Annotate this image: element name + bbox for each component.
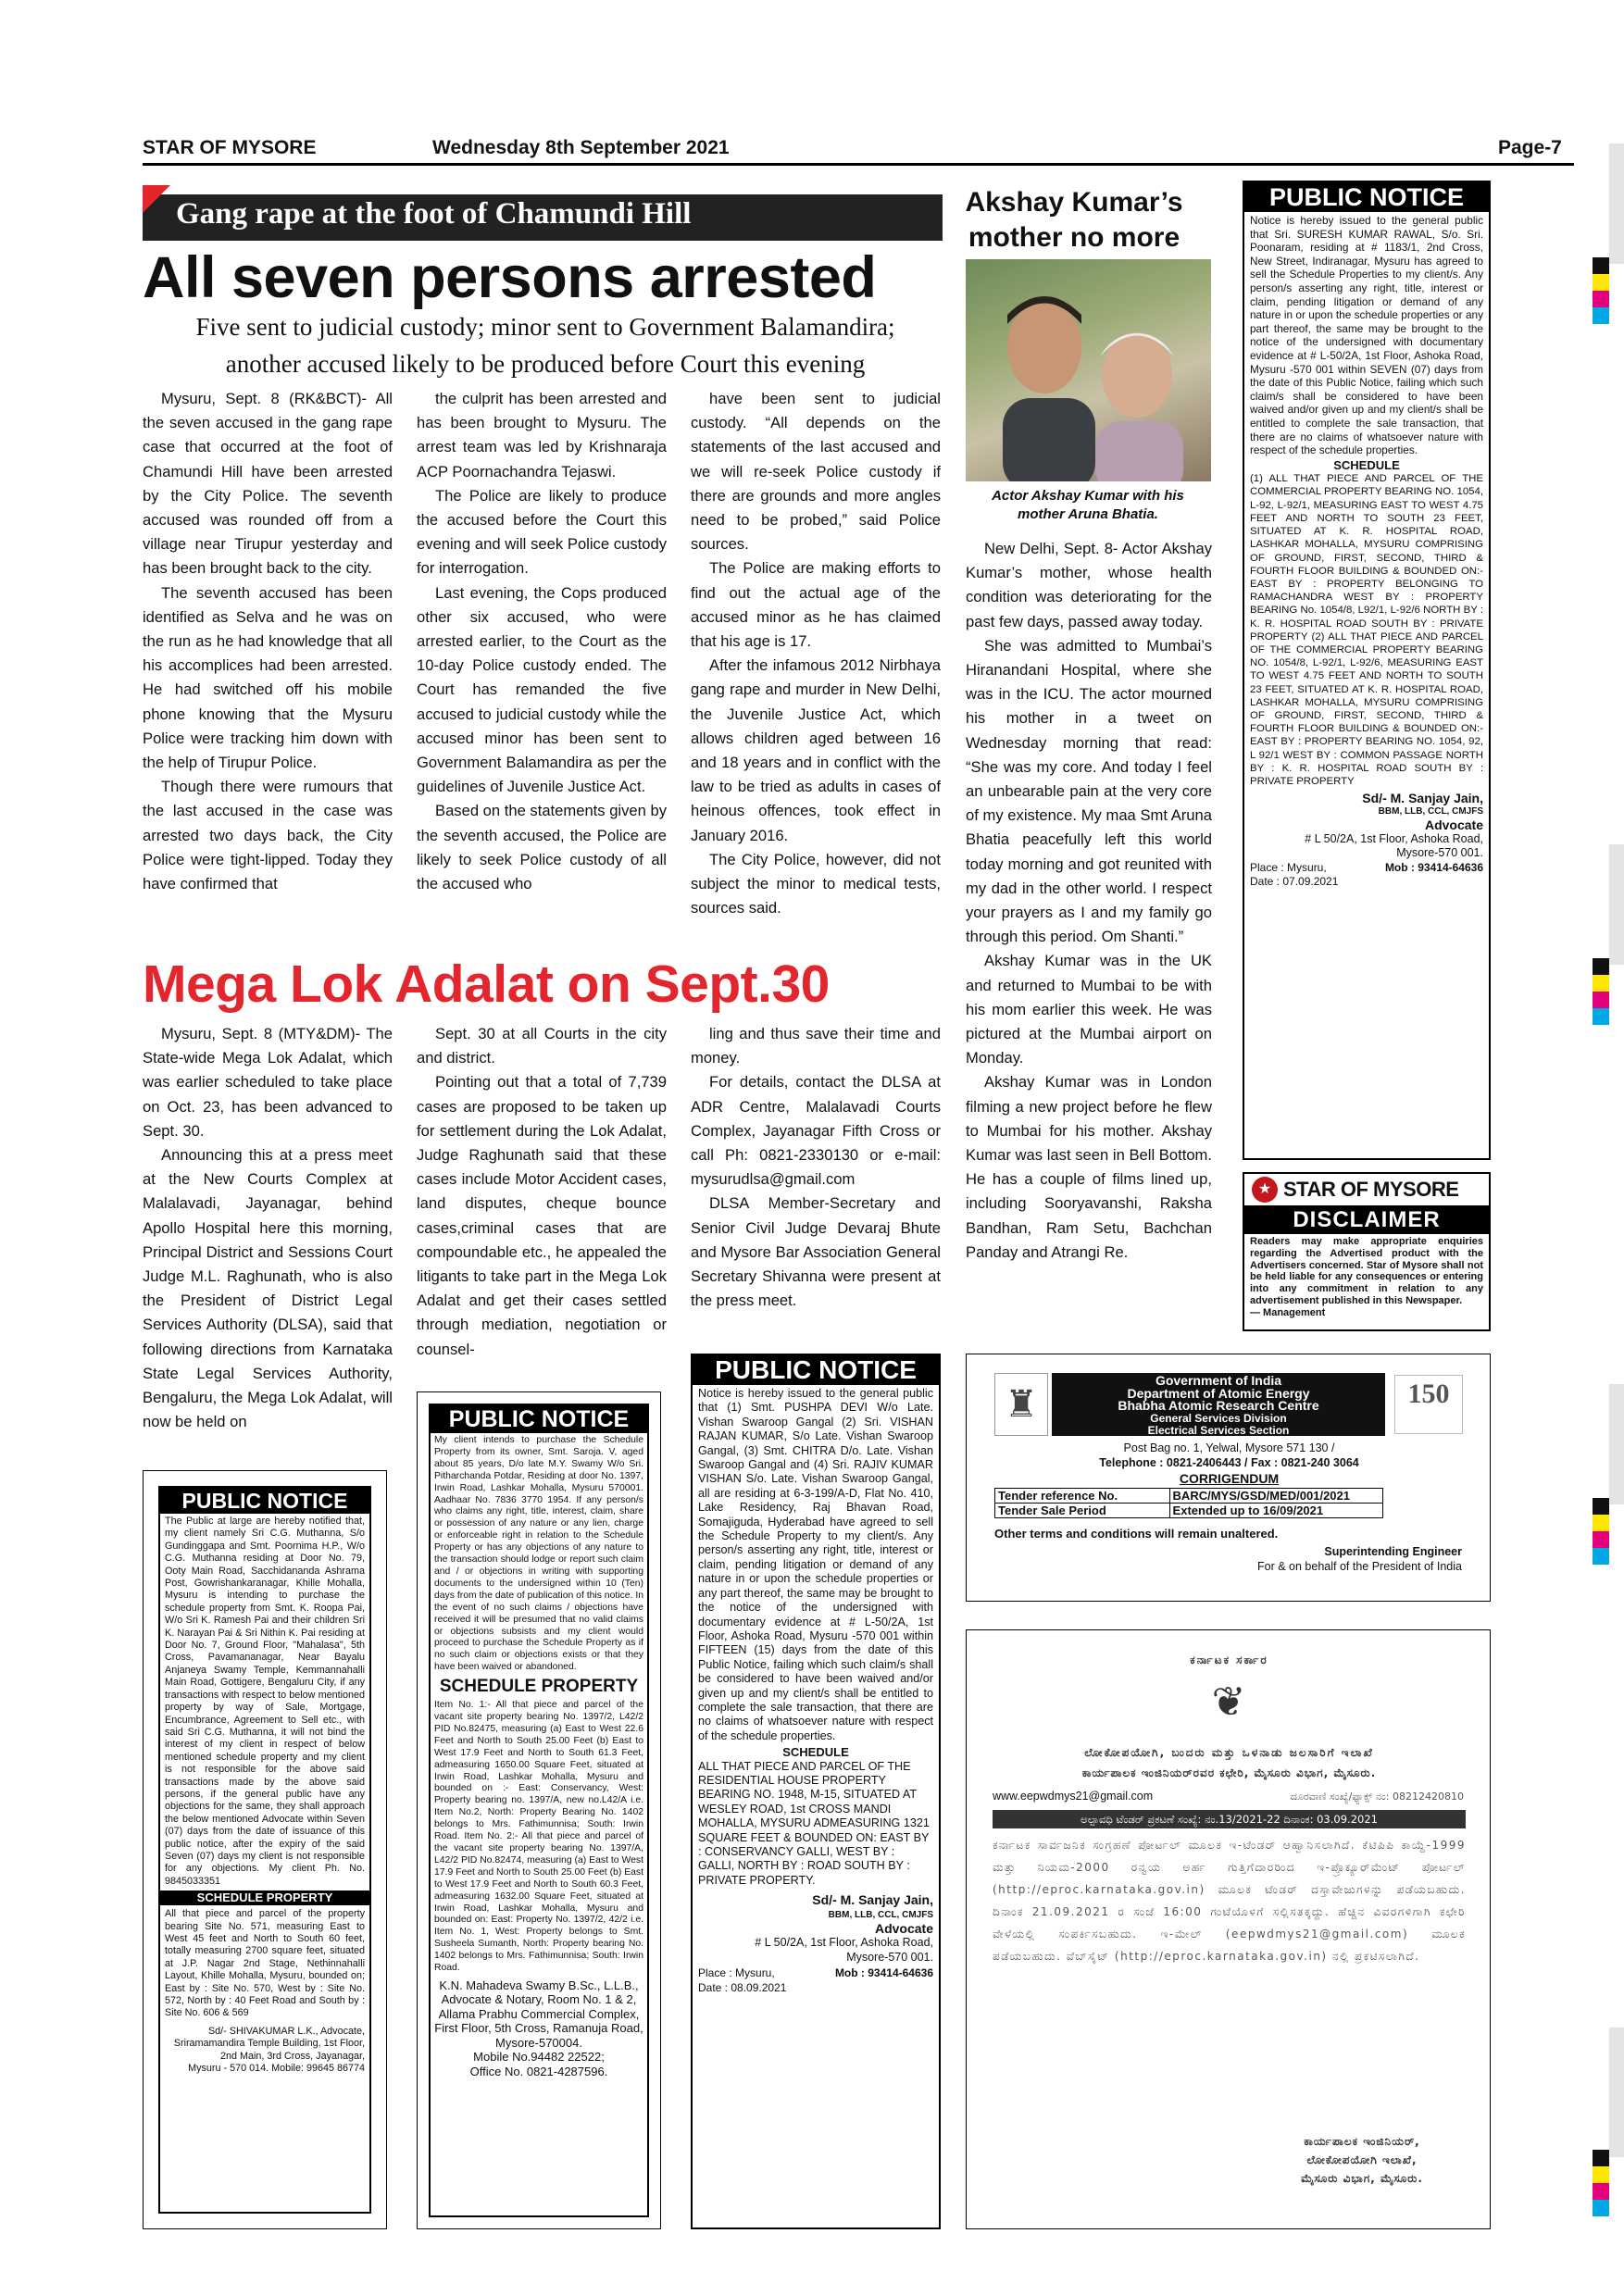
public-notice-right (1243, 181, 1491, 1160)
register-magenta (1593, 1531, 1609, 1548)
notice-title: PUBLIC NOTICE (693, 1355, 939, 1385)
notice-sign: Sd/- M. Sanjay Jain, (812, 1892, 933, 1908)
barc-corrigendum: CORRIGENDUM (1179, 1471, 1280, 1486)
notice-date: Date : 08.09.2021 (698, 1980, 787, 1994)
notice-quals: BBM, LLB, CCL, CMJFS (1378, 805, 1483, 817)
kannada-sign: ಕಾರ್ಯಪಾಲಕ ಇಂಜಿನಿಯರ್, (1304, 2135, 1420, 2148)
notice-addr: Allama Prabhu Commercial Complex, (438, 2006, 640, 2021)
akshay-para: New Delhi, Sept. 8- Actor Akshay Kumar’s mother, whose health condition was deteriorating for the past few days, passed away today. (966, 540, 1212, 630)
barc-sign: Superintending Engineer (1324, 1545, 1462, 1558)
adalat-column-1 (143, 1022, 393, 1446)
notice-mob: Mob : 93414-64636 (1384, 861, 1483, 875)
register-black (1593, 958, 1609, 975)
notice-schedule: ALL THAT PIECE AND PARCEL OF THE RESIDENTIAL HOUSE PROPERTY BEARING NO. 1948, M-15, SITUATED AT WESLEY ROAD, 1st CROSS MANDI MOHALLA, MYSURU ADMEASURING 1321 SQUARE FEET & BOUNDED ON: EAST BY : CONSERVANCY GALLI, WEST BY : GALLI, NORTH BY : ROAD SOUTH BY : PRIVATE PROPERTY. (698, 1759, 930, 1887)
lead-headline: All seven persons arrested (143, 245, 877, 310)
disclaimer-body: Readers may make appropriate enquiries regarding the Advertised product with the Advertisers concerned. Star of Mysore shall not be held liable for any consequences or entering into any commitment in relation to any advertisement published in this Newspaper. (1250, 1236, 1483, 1306)
lead-col1-para: The seventh accused has been identified as Selva and he was on the run as he had knowledge that all his accomplices had been arrested. He had switched off his mobile phone knowing that the Mysuru Police were tracking him down with the help of Tirupur Police. (143, 583, 393, 772)
barc-line3: Bhabha Atomic Research Centre (1118, 1398, 1319, 1413)
kannada-phone: ದೂರವಾಣಿ ಸಂಖ್ಯೆ/ಫ್ಯಾಕ್ಸ್ ನಂ: 08212420810 (1290, 1791, 1464, 1803)
notice-schedule-title: SCHEDULE (782, 1745, 849, 1760)
notice-addr: # L 50/2A, 1st Floor, Ashoka Road, (755, 1936, 933, 1950)
kannada-email: www.eepwdmys21@gmail.com (993, 1790, 1154, 1803)
barc-ad (966, 1354, 1491, 1602)
notice-body: My client intends to purchase the Schedule Property from its owner, Smt. Saroja. V, aged about 85 years, D/o late M.Y. Swamy W/o Sri. Pitharchanda Potdar, Residing at door No. 1397, Irwin Road, Lashkar Mohalla, Mysuru 570001. Aadhaar No. 7836 3770 1954. If any person/s who claims any right, title, interest, claim, share or possession of any nature or any lien, charge or enforceable right in relation to the Schedule Property or has any objections of any nature to the transaction should lodge or report such claim and / or objections in writing with supporting documents to the undersigned within 10 (Ten) days from the date of publication of this notice. In the event of no such claims / objections have received it will be presumed that no valid claims or objections subsists and my client would proceed to purchase the Schedule Property as if no such claim or objections exists or that they have been waived or abandoned. (434, 1435, 643, 1673)
register-yellow (1593, 975, 1609, 992)
adalat-col2-para: Sept. 30 at all Courts in the city and district. (417, 1025, 667, 1067)
table-row (995, 1504, 1383, 1518)
kannada-sign: ಮೈಸೂರು ವಿಭಾಗ, ಮೈಸೂರು. (1301, 2172, 1423, 2185)
akshay-photo-caption: Actor Akshay Kumar with his mother Aruna Bhatia. (992, 488, 1184, 522)
adalat-col1-para: Announcing this at a press meet at the New Courts Complex at Malalavadi, Jayanagar, behind Apollo Hospital here this morning, Principal District and Sessions Court Judge M.L. Raghunath, who is also the President of District Legal Services Authority (DLSA), said that following directions from Karnataka State Legal Services Authority, Bengaluru, the Mega Lok Adalat, will now be held on (143, 1146, 393, 1431)
lead-col2-para: Based on the statements given by the seventh accused, the Police are likely to seek Police custody of all the accused who (417, 802, 667, 893)
kannada-office: ಕಾರ್ಯಪಾಲಕ ಇಂಜಿನಿಯರ್‌ರವರ ಕಛೇರಿ, ಮೈಸೂರು ವಿಭಾಗ, ಮೈಸೂರು. (1081, 1766, 1377, 1779)
header-page-number: Page-7 (1498, 137, 1562, 158)
notice-mob: Mob : 93414-64636 (834, 1966, 933, 1980)
register-yellow (1593, 2166, 1609, 2183)
notice-place: Place : Mysuru, (1250, 861, 1327, 875)
notice-addr: Mysuru - 570 014. Mobile: 99645 86774 (188, 2063, 365, 2075)
register-black (1593, 2150, 1609, 2166)
notice-place: Place : Mysuru, (698, 1966, 775, 1980)
register-yellow (1593, 1515, 1609, 1531)
public-notice-a (143, 1470, 387, 2229)
register-magenta (1593, 992, 1609, 1008)
lead-col2-para: The Police are likely to produce the accused before the Court this evening and will seek Police custody for interrogation. (417, 486, 667, 578)
lead-col3-para: The City Police, however, did not subject the minor to medical tests, sources said. (691, 850, 941, 917)
akshay-para: Akshay Kumar was in the UK and returned to Mumbai to be with his mom earlier this week. He was pictured at the Mumbai airport on Monday. (966, 952, 1212, 1067)
notice-schedule: Item No. 1:- All that piece and parcel of the vacant site property bearing No. 1397/2, L42/2 PID No.82475, measuring (a) East to West 22.6 Feet and North to South 25.00 Feet (b) East to West 17.9 Feet and North to South 61.3 Feet, admeasuring 1650.00 Square Feet, situated at Irwin Road, Lashkar Mohalla, Mysuru and bounded on :- East: Conservancy, West: Property bearing no. 1397/A, new no.L42/A i.e. Item No.2, North: Property Bearing No. 1402 belongs to Mrs. Fathimunnisa; South: Irwin Road. Item No. 2:- All that piece and parcel of the vacant site property bearing No. 1397/A, L42/2 PID No.82474, measuring (a) East to West 17.9 Feet and North to South 25.00 Feet (b) East to West 17.9 Feet and North to South 60.3 Feet, admeasuring 1632.00 Square Feet, situated at Irwin Road, Lashkar Mohalla, Mysuru and bounded on: East: Property No. 1397/2, 42/2 i.e. Item No. 1, West: Property belongs to Smt. Susheela Sumanth, North: Property bearing No. 1402 belongs to Mrs. Fathimunnisa; South: Irwin Road. (434, 1700, 643, 1974)
lead-column-1 (143, 387, 393, 952)
notice-schedule-title: SCHEDULE (1333, 457, 1400, 472)
disclaimer-title: DISCLAIMER (1244, 1206, 1489, 1234)
table-cell: Tender reference No. (995, 1489, 1170, 1504)
margin-bar (1609, 1384, 1624, 1504)
notice-sign: K.N. Mahadeva Swamy B.Sc., L.L.B., (439, 1978, 639, 1992)
notice-title: PUBLIC NOTICE (431, 1405, 647, 1433)
notice-schedule: All that piece and parcel of the property bearing Site No. 571, measuring East to West 45 feet and North to South 60 feet, totally measuring 2700 square feet, situated at J.P. Nagar 2nd Stage, Nethinnahalli Layout, Khille Mohalla, Mysuru, bounded on; East by : Site No. 570, West by : Site No. 572, North by : 40 Feet Road and South by : Site No. 606 & 569 (165, 1908, 365, 2019)
adalat-col2-para: Pointing out that a total of 7,739 cases are proposed to be taken up for settlement during the Lok Adalat, Judge Raghunath said that these cases include Motor Accident cases, land disputes, cheque bounce cases,criminal cases that are compoundable etc., he appealed the litigants to take part in the Mega Lok Adalat and get their cases settled through mediation, negotiation or counsel- (417, 1073, 667, 1358)
barc-line2: Department of Atomic Energy (1127, 1385, 1310, 1401)
barc-line5: Electrical Services Section (1147, 1424, 1290, 1437)
margin-bar (1609, 144, 1624, 264)
table-row (995, 1489, 1383, 1504)
kannada-tender-ad (966, 1629, 1491, 2229)
register-black (1593, 1498, 1609, 1515)
karnataka-emblem-icon: ❦ (1211, 1679, 1246, 1725)
notice-schedule-title: SCHEDULE PROPERTY (439, 1677, 639, 1697)
notice-title: PUBLIC NOTICE (1244, 182, 1489, 212)
header-paper-name: STAR OF MYSORE (143, 137, 317, 158)
lead-column-3 (691, 387, 941, 952)
lead-deck-line1: Five sent to judicial custody; minor sent to Government Balamandira; (195, 313, 895, 341)
margin-bar (1609, 844, 1624, 965)
margin-bar (1609, 2028, 1624, 2157)
register-black (1593, 257, 1609, 274)
adalat-column-3 (691, 1022, 941, 1341)
header-rule (143, 163, 1574, 166)
barc-table (994, 1488, 1383, 1518)
lead-deck-line2: another accused likely to be produced before Court this evening (225, 350, 866, 378)
adalat-col3-para: For details, contact the DLSA at ADR Centre, Malalavadi Courts Complex, Jayanagar Fifth Cross or call Ph: 0821-2330130 or e-mail: mysurudlsa@gmail.com (691, 1073, 941, 1189)
header-date: Wednesday 8th September 2021 (432, 137, 730, 158)
akshay-body (966, 537, 1212, 1333)
kannada-body: ಕರ್ನಾಟಕ ಸಾರ್ವಜನಿಕ ಸಂಗ್ರಹಣೆ ಪೋರ್ಟಲ್ ಮೂಲಕ ಇ-ಟೆಂಡರ್ ಆಹ್ವಾನಿಸಲಾಗಿದೆ. ಕೆಟಿಪಿಪಿ ಕಾಯ್ದೆ-1999 ಮತ್ತು ನಿಯಮ-2000 ರನ್ವಯ ಅರ್ಹ ಗುತ್ತಿಗೆದಾರರಿಂದ ಇ-ಪ್ರೊಕ್ಯೂರ್‌ಮೆಂಟ್ ಪೋರ್ಟಲ್ (http://eproc.karnataka.gov.in) ಮೂಲಕ ಟೆಂಡರ್ ದಸ್ತಾವೇಜುಗಳನ್ನು ಪಡೆಯಬಹುದು. ದಿನಾಂಕ 21.09.2021 ರ ಸಂಜೆ 16:00 ಗಂಟೆಯೊಳಗೆ ಸಲ್ಲಿಸತಕ್ಕದ್ದು. ಹೆಚ್ಚಿನ ವಿವರಗಳಿಗಾಗಿ ಕಛೇರಿ ವೇಳೆಯಲ್ಲಿ ಸಂಪರ್ಕಿಸಬಹುದು. ಇ-ಮೇಲ್ (eepwdmys21@gmail.com) ಮೂಲಕ ಪಡೆಯಬಹುದು. ವೆಬ್‌ಸೈಟ್ (http://eproc.karnataka.gov.in) ನಲ್ಲಿ ಪ್ರಕಟಿಸಲಾಗಿದೆ. (993, 1839, 1466, 1963)
barc-address: Post Bag no. 1, Yelwal, Mysore 571 130 / (1123, 1441, 1335, 1454)
kicker-text: Gang rape at the foot of Chamundi Hill (176, 197, 692, 231)
register-magenta (1593, 2183, 1609, 2200)
register-magenta (1593, 291, 1609, 307)
barc-for: For & on behalf of the President of India (1257, 1560, 1462, 1573)
akshay-para: Akshay Kumar was in London filming a new project before he flew to Mumbai for his mother. Akshay Kumar was last seen in Bell Bottom. He has a couple of films lined up, including Sooryavanshi, Raksha Bandhan, Ram Setu, Bachchan Panday and Atrangi Re. (966, 1073, 1212, 1261)
notice-addr: # L 50/2A, 1st Floor, Ashoka Road, (1305, 831, 1483, 845)
notice-quals: BBM, LLB, CCL, CMJFS (828, 1909, 933, 1920)
register-cyan (1593, 1008, 1609, 1025)
adalat-column-2 (417, 1022, 667, 1383)
disclaimer-sign: — Management (1250, 1306, 1326, 1318)
notice-date: Date : 07.09.2021 (1250, 874, 1339, 888)
barc-line4: General Services Division (1150, 1411, 1287, 1425)
adalat-col3-para: DLSA Member-Secretary and Senior Civil Judge Devaraj Bhute and Mysore Bar Association General Secretary Shivanna were present at the press meet. (691, 1194, 941, 1310)
notice-body: The Public at large are hereby notified that, my client namely Sri C.G. Muthanna, S/o Gundinggapa and Smt. Poornima H.P., W/o C.G. Muthanna residing at Door No. 79, Ooty Main Road, Sacchidananda Ashrama Post, Gowrishankaranagar, Khille Mohalla, Mysuru is intending to purchase the schedule property from Smt. K. Roopa Pai, W/o Sri K. Ramesh Pai and their children Sri K. Narayan Pai & Sri Nithin K. Pai residing at Door No. 7, Ground Floor, "Mahalasa", 5th Cross, Pavamananagar, Near Bayalu Anjaneya Swamy Temple, Kemmannahalli Main Road, Gottigere, Bengaluru City, if any transactions with respect to below mentioned property by way of Sale, Mortgage, Encumbrance, Agreement to Sell etc., with said Sri C.G. Muthanna, it will not bind the interest of my client in respect of below mentioned schedule property and my client is not responsible for the above said transactions made by the above said persons, if the general public have any objections for the same, they shall approach the below mentioned Advocate within Seven (07) days from the date of issuance of this public notice, after the expiry of the said Seven (07) days my client is not responsible for any objections. My client Ph. No. 9845033351 (165, 1516, 365, 1887)
notice-role: Advocate (874, 1921, 933, 1937)
notice-sign: Sd/- SHIVAKUMAR L.K., Advocate, (207, 2025, 365, 2037)
register-cyan (1593, 307, 1609, 324)
kannada-sign: ಲೋಕೋಪಯೋಗಿ ಇಲಾಖೆ, (1306, 2153, 1418, 2166)
register-cyan (1593, 2200, 1609, 2216)
adalat-headline: Mega Lok Adalat on Sept.30 (143, 955, 830, 1014)
lead-col3-para: After the infamous 2012 Nirbhaya gang rape and murder in New Delhi, the Juvenile Justice Act, which allows children aged between 16 and 18 years and in conflict with the law to be tried as adults in cases of heinous offences, took effect in January 2016. (691, 656, 941, 844)
notice-addr: Office No. 0821-4287596. (469, 2064, 608, 2078)
star-of-mysore-logo-icon: ★ (1252, 1177, 1278, 1203)
barc-line1: Government of India (1155, 1373, 1282, 1388)
lead-col3-para: have been sent to judicial custody. “All depends on the statements of the last accused and we will re-seek Police custody if there are grounds and more angles need to be probed,” said Police sources. (691, 390, 941, 554)
notice-schedule-title: SCHEDULE PROPERTY (160, 1890, 369, 1905)
notice-title: PUBLIC NOTICE (160, 1488, 369, 1514)
akshay-para: She was admitted to Mumbai’s Hiranandani Hospital, where she was in the ICU. The actor mourned his mother in a tweet on Wednesday morning that read: “She was my core. And today I feel an unbearable pain at the very core of my existence. My maa Smt Aruna Bhatia peacefully left this world today morning and got reunited with my dad in the other world. I respect your prayers as I and my family go through this period. Om Shanti.” (966, 636, 1212, 946)
table-cell: BARC/MYS/GSD/MED/001/2021 (1169, 1489, 1382, 1504)
notice-sign: Sd/- M. Sanjay Jain, (1362, 791, 1483, 806)
adalat-col3-para: ling and thus save their time and money. (691, 1025, 941, 1067)
public-notice-b (417, 1391, 661, 2229)
lead-col1-para: Mysuru, Sept. 8 (RK&BCT)- All the seven accused in the gang rape case that occurred at the foot of Chamundi Hill have been arrested by the City Police. The seventh accused was rounded off from a village near Tirupur yesterday and has been brought back to the city. (143, 390, 393, 578)
emblem-icon: ♜ (994, 1373, 1048, 1436)
barc-other: Other terms and conditions will remain unaltered. (994, 1527, 1279, 1541)
kannada-bar: ಅಲ್ಪಾವಧಿ ಟೆಂಡರ್ ಪ್ರಕಟಣೆ ಸಂಖ್ಯೆ: ನಂ.13/2021-22 ದಿನಾಂಕ: 03.09.2021 (993, 1810, 1466, 1828)
disclaimer-brand: STAR OF MYSORE (1283, 1178, 1459, 1201)
table-cell: Tender Sale Period (995, 1504, 1170, 1518)
lead-col1-para: Though there were rumours that the last accused in the case was arrested two days back, the City Police were tight-lipped. Today they have confirmed that (143, 778, 393, 893)
disclaimer-box (1243, 1172, 1491, 1331)
notice-addr: Mysore-570004. (495, 2035, 582, 2050)
akshay-headline: Akshay Kumar’s mother no more (965, 187, 1183, 253)
kannada-govt: ಕರ್ನಾಟಕ ಸರ್ಕಾರ (1190, 1653, 1268, 1666)
kicker-red-corner (143, 185, 170, 213)
notice-schedule: (1) ALL THAT PIECE AND PARCEL OF THE COMMERCIAL PROPERTY BEARING NO. 1054, L-92, L-92/1, MEASURING EAST TO WEST 4.75 FEET AND NORTH TO SOUTH 23 FEET, SITUATED AT K. R. HOSPITAL ROAD, LASHKAR MOHALLA, MYSURU COMPRISING OF GROUND, FIRST, SECOND, THIRD & FOURTH FLOOR BUILDING & BOUNDED ON:- EAST BY : PROPERTY BELONGING TO RAMACHANDRA WEST BY : PROPERTY BEARING No. 1054/8, L92/1, L-92/6 NORTH BY : K. R. HOSPITAL ROAD SOUTH BY : PRIVATE PROPERTY (2) ALL THAT PIECE AND PARCEL OF THE COMMERCIAL PROPERTY BEARING NO. 1054/8, L-92/1, L-92/6, MEASURING EAST TO WEST 4.75 FEET AND NORTH TO SOUTH 23 FEET, SITUATED AT K. R. HOSPITAL ROAD, LASHKAR MOHALLA, MYSURU COMPRISING OF GROUND, FIRST, SECOND, THIRD & FOURTH FLOOR BUILDING & BOUNDED ON:- EAST BY : PROPERTY BEARING NO. 1054, 92, L 92/1 WEST BY : COMMON PASSAGE NORTH BY : K. R. HOSPITAL ROAD SOUTH BY : PRIVATE PROPERTY (1250, 473, 1483, 787)
public-notice-c (691, 1354, 941, 2229)
logo-number: 150 (1407, 1379, 1450, 1409)
barc-telephone: Telephone : 0821-2406443 / Fax : 0821-240 3064 (1099, 1456, 1359, 1469)
notice-addr: Mobile No.94482 22522; (473, 2050, 605, 2065)
lead-col2-para: Last evening, the Cops produced other six accused, who were arrested earlier, to the Court as the 10-day Police custody ended. The Court has remanded the five accused to judicial custody while the accused minor has been sent to Government Balamandira as per the guidelines of Juvenile Justice Act. (417, 583, 667, 796)
register-yellow (1593, 274, 1609, 291)
notice-role: Advocate (1424, 817, 1483, 833)
lead-col3-para: The Police are making efforts to find out the actual age of the accused minor as he has claimed that his age is 17. (691, 559, 941, 651)
table-cell: Extended up to 16/09/2021 (1169, 1504, 1382, 1518)
lead-col2-para: the culprit has been arrested and has been brought to Mysuru. The arrest team was led by Krishnaraja ACP Poornachandra Tejaswi. (417, 390, 667, 480)
notice-body: Notice is hereby issued to the general public that (1) Smt. PUSHPA DEVI W/o Late. Vishan Swaroop Gangal (2) Sri. VISHAN RAJAN KUMAR, S/o Late. Vishan Swaroop Gangal, (3) Smt. CHITRA D/o. Late. Vishan Swaroop Gangal and (4) Sri. RAJIV KUMAR VISHAN S/o. Late. Vishan Swaroop Gangal, all are residing at 6-3-199/A-D, Flat No. 410, Lake Residency, Raj Bhavan Road, Somajiguda, Hyderabad have agreed to sell the Schedule Property to my client/s. Any person/s asserting any right, title, interest or claim, pending litigation or demand of any nature in or upon the schedule properties or any part thereof, the same may be brought to the notice of the undersigned with documentary evidence at # L-50/2A, 1st Floor, Ashoka Road, Mysuru -570 001 within FIFTEEN (15) days from the date of this Public Notice, failing which such claim/s shall be considered to have been waived and/or given up and my client/s shall be entitled to complete the sale transaction, that there are no claims of whatsoever nature with respect of the schedule properties. (698, 1387, 933, 1742)
lead-column-2 (417, 387, 667, 952)
notice-sign: Advocate & Notary, Room No. 1 & 2, (441, 1992, 637, 2007)
celebration-logo-icon (1394, 1375, 1463, 1434)
notice-addr: 2nd Main, 3rd Cross, Jayanagar, (219, 2050, 365, 2062)
notice-body: Notice is hereby issued to the general public that Sri. SURESH KUMAR RAWAL, S/o. Sri. Poonaram, residing at # 1183/1, 2nd Cross, New Street, Indiranagar, Mysuru has agreed to sell the Schedule Properties to my client/s. Any person/s asserting any right, title, interest or claim, pending litigation or demand of any nature in or upon the schedule properties or any part thereof, the same may be brought to the notice of the undersigned with documentary evidence at # L-50/2A, 1st Floor, Ashoka Road, Mysuru -570 001 within SEVEN (07) days from the date of this Public Notice, failing which such claim/s shall be considered to have been waived and/or given up and my client/s shall be entitled to complete the sale transaction, that there are no claims of whatsoever nature with respect of the schedule properties. (1250, 214, 1483, 457)
photo-figures (966, 259, 1211, 481)
adalat-col1-para: Mysuru, Sept. 8 (MTY&DM)- The State-wide Mega Lok Adalat, which was earlier scheduled to take place on Oct. 23, has been advanced to Sept. 30. (143, 1025, 393, 1140)
notice-addr: Sriramamandira Temple Building, 1st Floor, (173, 2038, 365, 2050)
akshay-photo (966, 259, 1211, 481)
notice-addr: Mysore-570 001. (846, 1950, 933, 1964)
kannada-dept: ಲೋಕೋಪಯೋಗಿ, ಬಂದರು ಮತ್ತು ಒಳನಾಡು ಜಲಸಾರಿಗೆ ಇಲಾಖೆ (1084, 1746, 1374, 1759)
notice-addr: Mysore-570 001. (1396, 845, 1483, 859)
notice-addr: First Floor, 5th Cross, Ramanuja Road, (434, 2021, 643, 2036)
register-cyan (1593, 1548, 1609, 1565)
